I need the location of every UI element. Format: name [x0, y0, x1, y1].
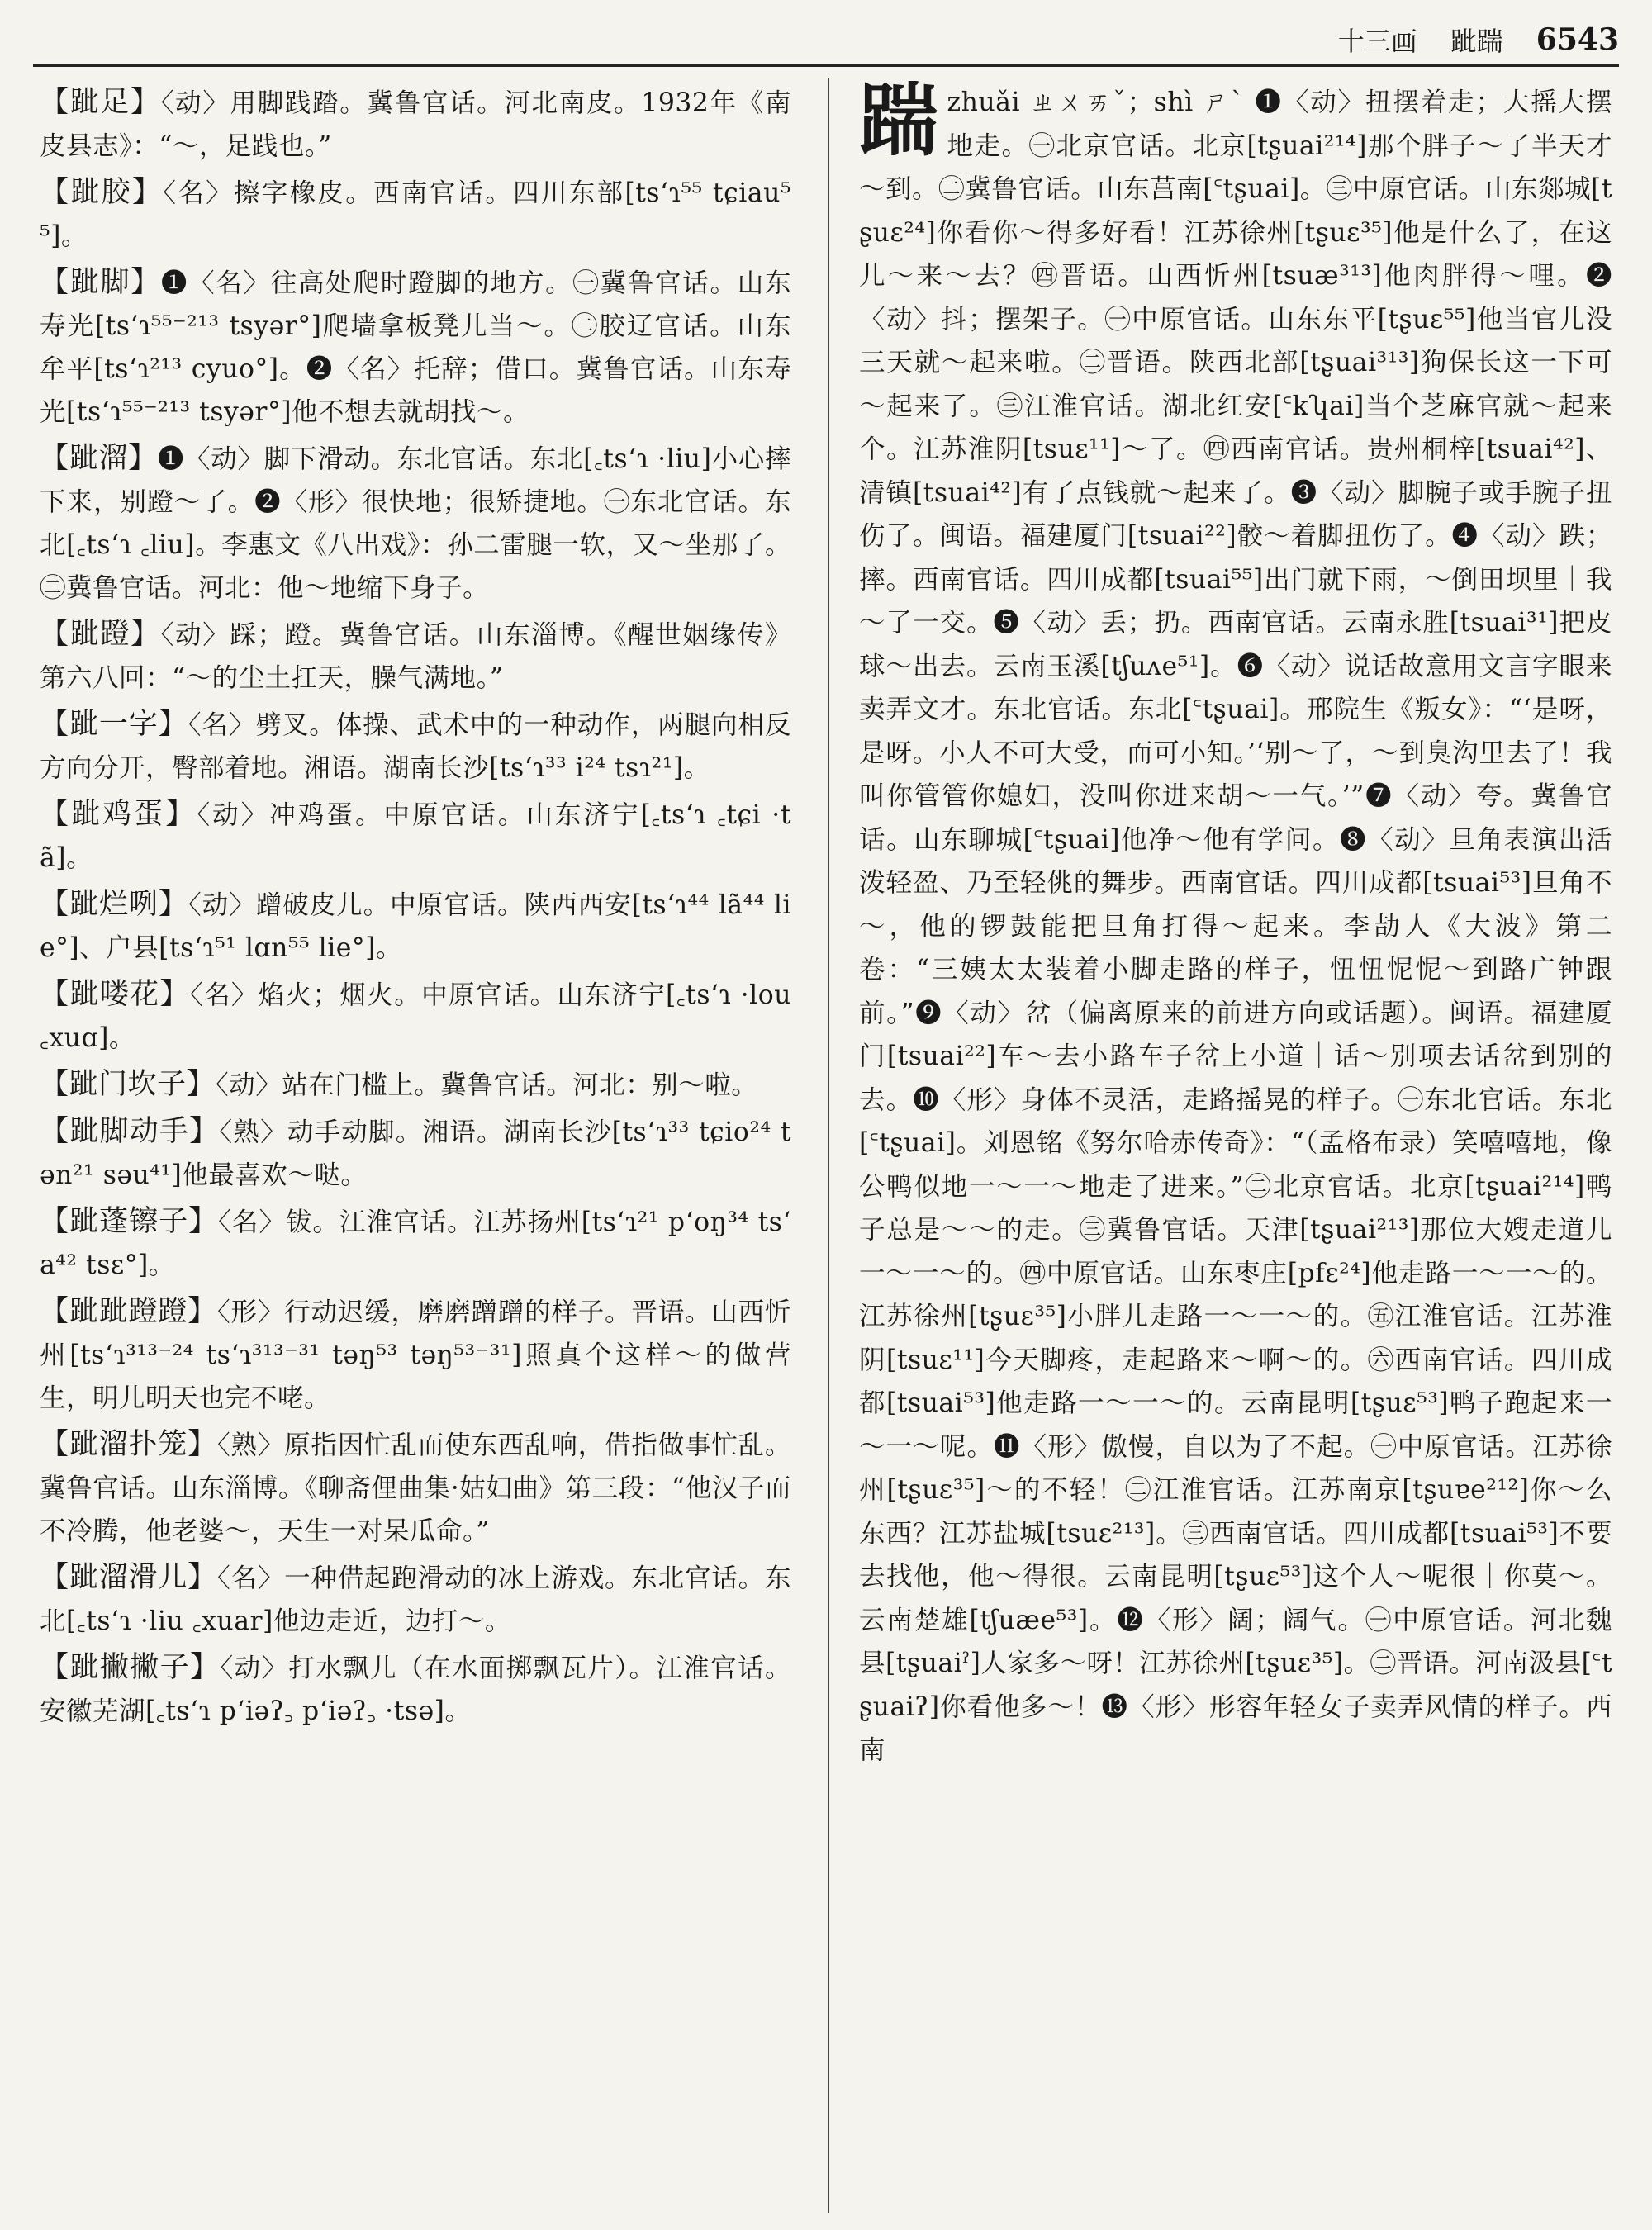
right-column [859, 81, 1612, 2212]
entry [40, 1063, 791, 1107]
entry-headword: 【跐跐蹬蹬】 [40, 1295, 217, 1328]
entry-body: 〈熟〉动手动脚。湘语。湖南长沙[tsʻɿ³³ tɕio²⁴ tən²¹ səu⁴¹]他最喜欢～哒。 [40, 1117, 791, 1190]
entry [40, 1290, 791, 1420]
entry [40, 1646, 791, 1733]
entry-body: 〈动〉站在门槛上。冀鲁官话。河北：别～啦。 [216, 1070, 758, 1100]
entry-headword: 【跐蹬】 [40, 618, 161, 651]
entry-headword: 【跐胶】 [40, 176, 164, 209]
entry [40, 973, 791, 1060]
entry [40, 703, 791, 790]
entry [40, 1110, 791, 1197]
entry-headword: 【跐蓬镲子】 [40, 1205, 219, 1238]
header-rule [33, 64, 1619, 67]
entry [40, 437, 791, 610]
entry-body: 〈名〉焰火；烟火。中原官话。山东济宁[꜀tsʻɿ ·lou ꜀xuɑ]。 [40, 980, 791, 1053]
entry [40, 81, 791, 168]
entry [40, 1556, 791, 1643]
entry-headword: 【跐烂咧】 [40, 888, 188, 921]
entry-body: 〈动〉用脚践踏。冀鲁官话。河北南皮。1932年《南皮县志》：“～，足践也。” [40, 88, 791, 161]
entry-body: ❶〈动〉脚下滑动。东北官话。东北[꜀tsʻɿ ·liu]小心摔下来，别蹬～了。❷〈形〉很快地；很矫捷地。㊀东北官话。东北[꜀tsʻɿ ꜀liu]。李惠文《八出戏》：孙二雷腿一软，又～坐那了。㊁冀鲁官话。河北：他～地缩下身子。 [40, 444, 791, 603]
entry-headword: 【跐喽花】 [40, 978, 190, 1011]
entry [40, 613, 791, 700]
entry-body: 〈熟〉原指因忙乱而使东西乱响，借指做事忙乱。冀鲁官话。山东淄博。《聊斋俚曲集·姑妇曲》第三段：“他汉子而不冷腾，他老婆～，天生一对呆瓜命。” [40, 1431, 791, 1546]
main-entry [859, 81, 1612, 1772]
entry-body: 〈形〉行动迟缓，磨磨蹭蹭的样子。晋语。山西忻州[tsʻɿ³¹³⁻²⁴ tsʻɿ³¹³⁻³¹ təŋ⁵³ təŋ⁵³⁻³¹]照真个这样～的做营生，明儿明天也完不咾。 [40, 1298, 791, 1413]
entry-body: 〈名〉劈叉。体操、武术中的一种动作，两腿向相反方向分开，臀部着地。湘语。湖南长沙[tsʻɿ³³ i²⁴ tsɿ²¹]。 [40, 710, 791, 783]
entry-headword: 【跐门坎子】 [40, 1068, 216, 1101]
header-chars: 跐踹 [1450, 26, 1503, 57]
entry-body: 〈动〉打水飘儿（在水面掷飘瓦片）。江淮官话。安徽芜湖[꜀tsʻɿ pʻiəʔ꜆ pʻiəʔ꜆ ·tsə]。 [40, 1654, 791, 1726]
entry [40, 793, 791, 880]
entry [40, 1423, 791, 1553]
page-number: 6543 [1536, 22, 1619, 57]
page-header [33, 18, 1619, 61]
entry-body: 〈动〉蹭破皮儿。中原官话。陕西西安[tsʻɿ⁴⁴ lã⁴⁴ lie°]、户县[tsʻɿ⁵¹ lɑn⁵⁵ lie°]。 [40, 890, 791, 963]
entry-body: ❶〈名〉往高处爬时蹬脚的地方。㊀冀鲁官话。山东寿光[tsʻɿ⁵⁵⁻²¹³ tsyər°]爬墙拿板凳儿当～。㊁胶辽官话。山东牟平[tsʻɿ²¹³ cyuo°]。❷〈名〉托辞；借口。冀鲁官话。山东寿光[tsʻɿ⁵⁵⁻²¹³ tsyər°]他不想去就胡找～。 [40, 268, 791, 427]
entry-body: 〈动〉冲鸡蛋。中原官话。山东济宁[꜀tsʻɿ ꜀tɕi ·tã]。 [40, 800, 791, 873]
left-column [40, 81, 791, 2212]
entry-body: 〈名〉一种借起跑滑动的冰上游戏。东北官话。东北[꜀tsʻɿ ·liu ꜀xuar]他边走近，边打～。 [40, 1563, 791, 1636]
column-divider [828, 78, 829, 2213]
entry-headword: 【跐脚动手】 [40, 1115, 220, 1148]
entry [40, 883, 791, 970]
entry-body: 〈名〉擦字橡皮。西南官话。四川东部[tsʻɿ⁵⁵ tɕiau⁵⁵]。 [40, 178, 791, 251]
entry-headword: 【跐一字】 [40, 708, 188, 741]
section-label: 十三画 [1337, 26, 1417, 57]
entry [40, 261, 791, 434]
main-entry-pronunciation: zhuǎi ㄓㄨㄞˇ；shì ㄕˋ [947, 88, 1246, 117]
entry-headword: 【跐脚】 [40, 266, 161, 299]
entry-headword: 【跐撇撇子】 [40, 1651, 221, 1684]
entry-headword: 【跐溜】 [40, 442, 158, 475]
entry-body: 〈动〉踩；蹬。冀鲁官话。山东淄博。《醒世姻缘传》第六八回：“～的尘土扛天，臊气满地。” [40, 620, 791, 693]
entry-headword: 【跐溜滑儿】 [40, 1561, 217, 1594]
entry-headword: 【跐鸡蛋】 [40, 798, 197, 831]
entry [40, 1200, 791, 1287]
entry [40, 171, 791, 258]
entry-headword: 【跐溜扑笼】 [40, 1428, 217, 1461]
main-headword: 踹 [859, 81, 939, 167]
entry-headword: 【跐足】 [40, 86, 161, 119]
main-entry-body: ❶〈动〉扭摆着走；大摇大摆地走。㊀北京官话。北京[tʂuai²¹⁴]那个胖子～了半天才～到。㊁冀鲁官话。山东莒南[꜂tʂuai]。㊂中原官话。山东郯城[tʂuɛ²⁴]你看你～得多好看！江苏徐州[tʂuɛ³⁵]他是什么了，在这儿～来～去？㊃晋语。山西忻州[tsuæ³¹³]他肉胖得～哩。❷〈动〉抖；摆架子。㊀中原官话。山东东平[tʂuɛ⁵⁵]他当官儿没三天就～起来啦。㊁晋语。陕西北部[tʂuai³¹³]狗保长这一下可～起来了。㊂江淮官话。湖北红安[꜂kʮai]当个芝麻官就～起来个。江苏淮阴[tsuɛ¹¹]～了。㊃西南官话。贵州桐梓[tsuai⁴²]、清镇[tsuai⁴²]有了点钱就～起来了。❸〈动〉脚腕子或手腕子扭伤了。闽语。福建厦门[tsuai²²]骹～着脚扭伤了。❹〈动〉跌；摔。西南官话。四川成都[tsuai⁵⁵]出门就下雨，～倒田坝里｜我～了一交。❺〈动〉丢；扔。西南官话。云南永胜[tsuai³¹]把皮球～出去。云南玉溪[tʃuʌe⁵¹]。❻〈动〉说话故意用文言字眼来卖弄文才。东北官话。东北[꜂tʂuai]。邢院生《叛女》：“‘是呀，是呀。小人不可大受，而可小知。’‘别～了，～到臭沟里去了！我叫你管管你媳妇，没叫你进来胡～一气。’”❼〈动〉夸。冀鲁官话。山东聊城[꜂tʂuai]他净～他有学问。❽〈动〉旦角表演出活泼轻盈、乃至轻佻的舞步。西南官话。四川成都[tsuai⁵³]旦角不～，他的锣鼓能把旦角打得～起来。李劼人《大波》第二卷：“三姨太太装着小脚走路的样子，忸忸怩怩～到路广钟跟前。”❾〈动〉岔（偏离原来的前进方向或话题）。闽语。福建厦门[tsuai²²]车～去小路车子岔上小道｜话～别项去话岔到别的去。❿〈形〉身体不灵活，走路摇晃的样子。㊀东北官话。东北[꜂tʂuai]。刘恩铭《努尔哈赤传奇》：“（孟格布录）笑嘻嘻地，像公鸭似地一～一～地走了进来。”㊁北京官话。北京[tʂuai²¹⁴]鸭子总是～～的走。㊂冀鲁官话。天津[tʂuai²¹³]那位大嫂走道儿一～一～的。㊃中原官话。山东枣庄[pfɛ²⁴]他走路一～一～的。江苏徐州[tʂuɛ³⁵]小胖儿走路一～一～的。㊄江淮官话。江苏淮阴[tsuɛ¹¹]今天脚疼，走起路来～啊～的。㊅西南官话。四川成都[tsuai⁵³]他走路一～一～的。云南昆明[tʂuɛ⁵³]鸭子跑起来一～一～呢。⓫〈形〉傲慢，自以为了不起。㊀中原官话。江苏徐州[tʂuɛ³⁵]～的不轻！㊁江淮官话。江苏南京[tʂuɐe²¹²]你～么东西？江苏盐城[tsuɛ²¹³]。㊂西南官话。四川成都[tsuai⁵³]不要去找他，他～得很。云南昆明[tʂuɛ⁵³]这个人～呢很｜你莫～。云南楚雄[tʃuæe⁵³]。⓬〈形〉阔；阔气。㊀中原官话。河北魏县[tʂuaiˀ]人家多～呀！江苏徐州[tʂuɛ³⁵]。㊁晋语。河南汲县[꜂tʂuaiʔ]你看他多～！⓭〈形〉形容年轻女子卖弄风情的样子。西南 [859, 88, 1612, 1765]
entry-body: 〈名〉钹。江淮官话。江苏扬州[tsʻɿ²¹ pʻoŋ³⁴ tsʻa⁴² tsɛ°]。 [40, 1208, 791, 1280]
